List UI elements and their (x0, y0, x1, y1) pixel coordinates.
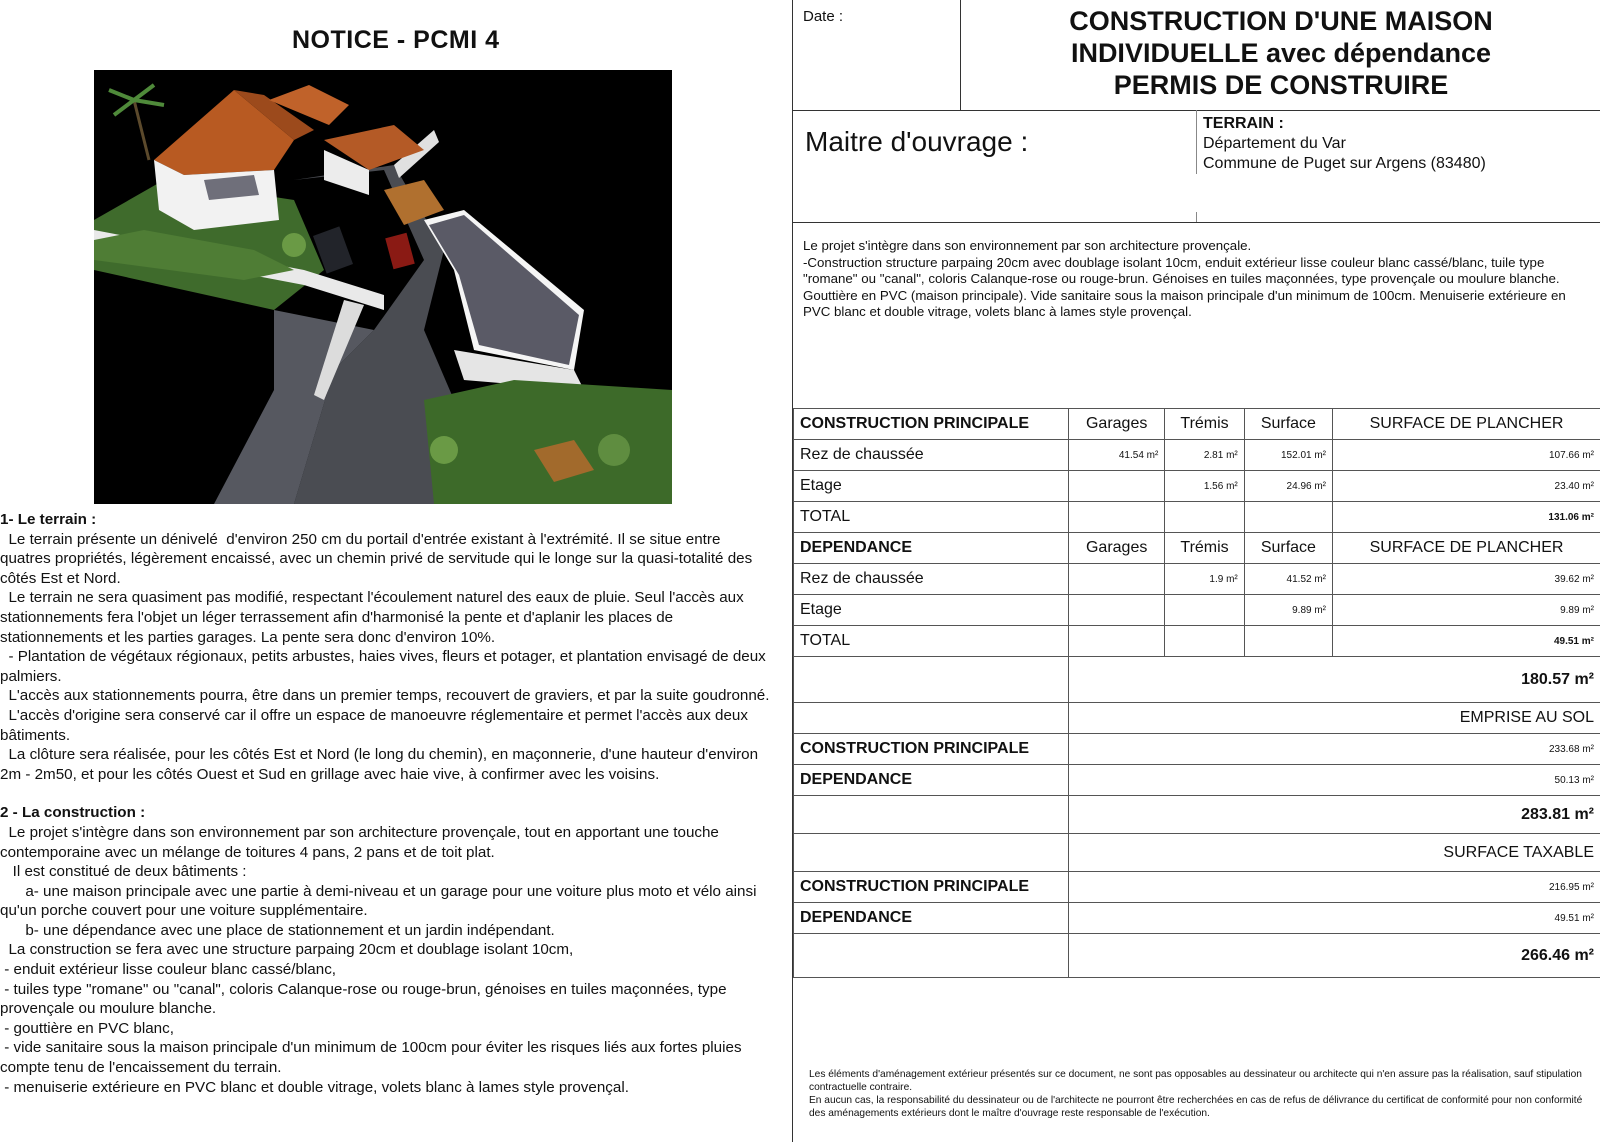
table-row (794, 834, 1600, 872)
row-label: Rez de chaussée (794, 440, 1069, 471)
emprise-total: 283.81 m² (1069, 796, 1600, 834)
title-block (793, 0, 1600, 111)
col-header: SURFACE DE PLANCHER (1333, 409, 1600, 440)
table-row (794, 765, 1600, 796)
terrain-label: TERRAIN : (1203, 115, 1284, 132)
table-row (794, 872, 1600, 903)
surface-table (793, 408, 1600, 978)
table-row (794, 626, 1600, 657)
disclaimer (809, 1068, 1589, 1120)
description-paragraph: -Construction structure parpaing 20cm avec doublage isolant 10cm, enduit extérieur lisse couleur blanc cassé/blanc, tuile type "romane" ou "canal", coloris Calanque-rose ou rouge-brun. Génoises en tuiles maçonnées, type provençale ou moulure blanche. Gouttière en PVC (maison principale). Vide sanitaire sous la maison principale d'un minimum de 100cm. Menuiserie extérieure en PVC blanc et double vitrage, volets blanc à lames style provençal. (803, 254, 1566, 320)
body-paragraph: La construction se fera avec une structure parpaing 20cm et doublage isolant 10cm, (0, 941, 574, 959)
terrain-info (1203, 114, 1486, 174)
total-label: TOTAL (794, 502, 1069, 533)
empty-cell (1069, 502, 1165, 533)
body-paragraph: - vide sanitaire sous la maison principale d'un minimum de 100cm pour éviter les risques liés aux fortes pluies compte tenu de l'encaissement du terrain. (0, 1039, 746, 1077)
body-paragraph: Il est constitué de deux bâtiments : (0, 863, 247, 881)
taxable-total: 266.46 m² (1069, 934, 1600, 978)
total-value: 49.51 m² (1333, 626, 1600, 657)
plancher-grand-total: 180.57 m² (1069, 657, 1600, 703)
section-heading: 2 - La construction : (0, 804, 146, 822)
body-paragraph: - Plantation de végétaux régionaux, petits arbustes, haies vives, fleurs et potager, et plantation envisagé de deux palmiers. (0, 648, 771, 685)
body-paragraph: La clôture sera réalisée, pour les côtés Est et Nord (le long du chemin), en maçonnerie, d'une hauteur d'environ 2m - 2m50, et pour les côtés Ouest et Sud en grillage avec haie vive, à confirmer avec les voisins. (0, 746, 763, 783)
cell-plancher: 107.66 m² (1333, 440, 1600, 471)
row-label: DEPENDANCE (794, 765, 1069, 796)
body-paragraph: - menuiserie extérieure en PVC blanc et double vitrage, volets blanc à lames style provençal. (0, 1078, 629, 1096)
body-paragraph: L'accès aux stationnements pourra, être dans un premier temps, recouvert de graviers, et par la suite goudronné. (0, 687, 770, 705)
empty-cell (794, 934, 1069, 978)
divider (793, 222, 1600, 223)
disclaimer-paragraph: Les éléments d'aménagement extérieur présentés sur ce document, ne sont pas opposables au dessinateur ou architecte qui n'en assure pas la réalisation, sauf stipulation contractuelle contraire. (809, 1069, 1582, 1093)
empty-cell (794, 703, 1069, 734)
project-title-line: INDIVIDUELLE avec dépendance (1070, 38, 1492, 68)
table-row (794, 734, 1600, 765)
row-label: Etage (794, 471, 1069, 502)
house-3d-render (94, 70, 672, 504)
cartouche-panel (792, 0, 1600, 1142)
row-label: Rez de chaussée (794, 564, 1069, 595)
empty-cell (794, 657, 1069, 703)
empty-cell (1244, 502, 1332, 533)
col-header: Trémis (1165, 409, 1244, 440)
cell-surface: 41.52 m² (1244, 564, 1332, 595)
paragraph-gap (0, 784, 770, 803)
notice-body-text (0, 510, 770, 1097)
table-row (794, 657, 1600, 703)
notice-column (0, 0, 780, 1142)
cell-plancher: 39.62 m² (1333, 564, 1600, 595)
date-label: Date : (803, 8, 844, 25)
empty-cell (1069, 626, 1165, 657)
table-row (794, 564, 1600, 595)
body-paragraph: b- une dépendance avec une place de stationnement et un jardin indépendant. (0, 921, 555, 939)
taxable-principale-value: 216.95 m² (1069, 872, 1600, 903)
body-paragraph: - tuiles type "romane" ou "canal", coloris Calanque-rose ou rouge-brun, génoises en tuiles maçonnées, type provençale ou moulure blanche. (0, 980, 731, 1018)
body-paragraph: L'accès d'origine sera conservé car il offre un espace de manoeuvre réglementaire et permet l'accès aux deux bâtiments. (0, 706, 753, 744)
taxable-dependance-value: 49.51 m² (1069, 903, 1600, 934)
cell-tremis: 1.9 m² (1165, 564, 1244, 595)
body-paragraph: Le terrain ne sera quasiment pas modifié, respectant l'écoulement naturel des eaux de pluie. Seul l'accès aux stationnements fera l'objet un léger terrassement afin d'harmonisé la pente et d'aplanir les places de stationnements et les parties garages. La pente sera donc d'environ 10%. (0, 589, 748, 646)
table-row (794, 796, 1600, 834)
table-row (794, 703, 1600, 734)
terrain-department: Département du Var (1203, 135, 1346, 152)
body-paragraph: - gouttière en PVC blanc, (0, 1019, 174, 1037)
cell-surface: 152.01 m² (1244, 440, 1332, 471)
empty-cell (794, 796, 1069, 834)
col-header: SURFACE DE PLANCHER (1333, 533, 1600, 564)
table-row (794, 903, 1600, 934)
disclaimer-paragraph: En aucun cas, la responsabilité du dessinateur ou de l'architecte ne pourront être recherchées en cas de refus de délivrance du certificat de conformité pour non conformité des aménagements extérieurs dont le maître d'ouvrage reste responsable de l'exécution. (809, 1095, 1583, 1119)
col-header: Surface (1244, 533, 1332, 564)
table-row (794, 502, 1600, 533)
body-paragraph: - enduit extérieur lisse couleur blanc cassé/blanc, (0, 961, 337, 979)
table-row (794, 934, 1600, 978)
section-title: CONSTRUCTION PRINCIPALE (794, 409, 1069, 440)
empty-cell (1165, 502, 1244, 533)
col-header: Trémis (1165, 533, 1244, 564)
section-title: DEPENDANCE (794, 533, 1069, 564)
cell-garages: 41.54 m² (1069, 440, 1165, 471)
total-label: TOTAL (794, 626, 1069, 657)
table-row (794, 471, 1600, 502)
body-paragraph: Le terrain présente un dénivelé d'environ 250 cm du portail d'entrée existant à l'extrémité. Il se situe entre quatres propriétés, légèrement encaissé, avec un chemin privé de servitude qui le longe sur la quasi-totalité des côtés Est et Nord. (0, 530, 757, 587)
cell-tremis (1165, 595, 1244, 626)
row-label: Etage (794, 595, 1069, 626)
empty-cell (1244, 626, 1332, 657)
render-illustration (94, 70, 672, 504)
empty-cell (1165, 626, 1244, 657)
col-header: Surface (1244, 409, 1332, 440)
cell-surface: 9.89 m² (1244, 595, 1332, 626)
project-description (803, 238, 1593, 321)
table-row (794, 533, 1600, 564)
cell-garages (1069, 471, 1165, 502)
terrain-commune: Commune de Puget sur Argens (83480) (1203, 155, 1486, 172)
body-paragraph: a- une maison principale avec une partie à demi-niveau et un garage pour une voiture plus moto et vélo ainsi qu'un porche couvert pour une voiture supplémentaire. (0, 882, 761, 920)
section-heading: 1- Le terrain : (0, 511, 97, 528)
total-value: 131.06 m² (1333, 502, 1600, 533)
notice-title: NOTICE - PCMI 4 (292, 26, 500, 54)
row-label: CONSTRUCTION PRINCIPALE (794, 872, 1069, 903)
divider (1196, 212, 1197, 222)
cell-garages (1069, 595, 1165, 626)
cell-surface: 24.96 m² (1244, 471, 1332, 502)
owner-label: Maitre d'ouvrage : (805, 126, 1029, 157)
cell-plancher: 23.40 m² (1333, 471, 1600, 502)
table-row (794, 440, 1600, 471)
row-label: DEPENDANCE (794, 903, 1069, 934)
cell-plancher: 9.89 m² (1333, 595, 1600, 626)
cell-tremis: 1.56 m² (1165, 471, 1244, 502)
cell-garages (1069, 564, 1165, 595)
cell-tremis: 2.81 m² (1165, 440, 1244, 471)
col-header: Garages (1069, 533, 1165, 564)
table-row (794, 409, 1600, 440)
project-title-line: PERMIS DE CONSTRUIRE (1113, 70, 1449, 100)
section-title: EMPRISE AU SOL (1069, 703, 1600, 734)
emprise-principale-value: 233.68 m² (1069, 734, 1600, 765)
divider (1196, 110, 1197, 174)
emprise-dependance-value: 50.13 m² (1069, 765, 1600, 796)
project-title-line: CONSTRUCTION D'UNE MAISON (1069, 6, 1493, 36)
project-title (961, 5, 1600, 101)
empty-cell (794, 834, 1069, 872)
row-label: CONSTRUCTION PRINCIPALE (794, 734, 1069, 765)
description-paragraph: Le projet s'intègre dans son environnement par son architecture provençale. (803, 238, 1252, 253)
section-title: SURFACE TAXABLE (1069, 834, 1600, 872)
table-row (794, 595, 1600, 626)
body-paragraph: Le projet s'intègre dans son environnement par son architecture provençale, tout en apportant une touche contemporaine avec un mélange de toitures 4 pans, 2 pans et de toit plat. (0, 823, 724, 861)
col-header: Garages (1069, 409, 1165, 440)
